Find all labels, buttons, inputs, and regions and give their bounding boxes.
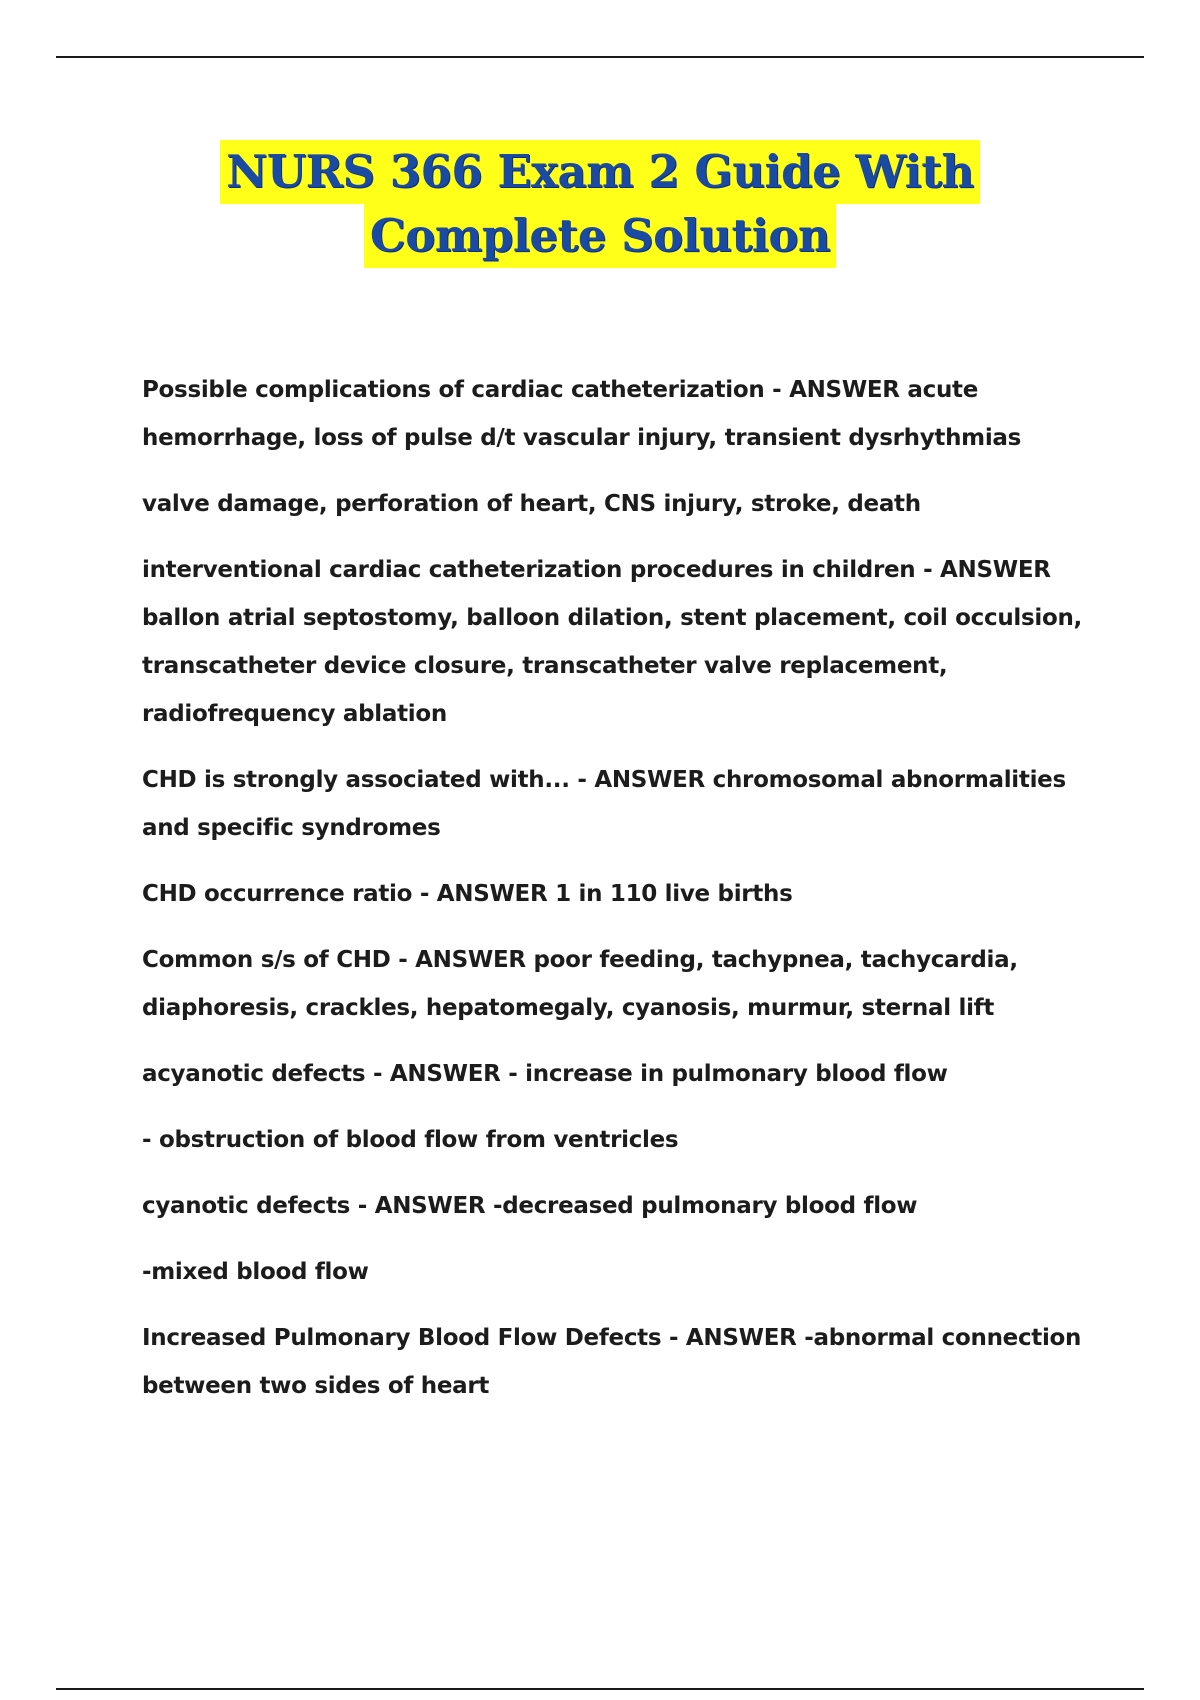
paragraph: cyanotic defects - ANSWER -decreased pulmonary blood flow bbox=[142, 1193, 918, 1219]
paragraph: -mixed blood flow bbox=[142, 1259, 369, 1285]
top-rule bbox=[56, 56, 1144, 58]
title-line-1: NURS 366 Exam 2 Guide With bbox=[220, 140, 979, 204]
paragraph: CHD is strongly associated with... - ANSWER chromosomal abnormalities and specific syndromes bbox=[142, 767, 1066, 841]
document-body bbox=[142, 366, 1102, 1428]
paragraph: Common s/s of CHD - ANSWER poor feeding, tachypnea, tachycardia, diaphoresis, crackles, hepatomegaly, cyanosis, murmur, sternal lift bbox=[142, 947, 1018, 1021]
paragraph: CHD occurrence ratio - ANSWER 1 in 110 live births bbox=[142, 881, 793, 907]
paragraph: Increased Pulmonary Blood Flow Defects - ANSWER -abnormal connection between two sides of heart bbox=[142, 1325, 1082, 1399]
bottom-rule bbox=[56, 1688, 1144, 1690]
paragraph: - obstruction of blood flow from ventricles bbox=[142, 1127, 679, 1153]
paragraph: Possible complications of cardiac catheterization - ANSWER acute hemorrhage, loss of pulse d/t vascular injury, transient dysrhythmias bbox=[142, 377, 1022, 451]
title-line-2: Complete Solution bbox=[364, 204, 836, 268]
paragraph: interventional cardiac catheterization procedures in children - ANSWER ballon atrial septostomy, balloon dilation, stent placement, coil occulsion, transcatheter device closure, transcatheter valve replacement, radiofrequency ablation bbox=[142, 557, 1082, 727]
paragraph: acyanotic defects - ANSWER - increase in pulmonary blood flow bbox=[142, 1061, 948, 1087]
paragraph: valve damage, perforation of heart, CNS injury, stroke, death bbox=[142, 491, 921, 517]
document-title bbox=[0, 140, 1200, 268]
